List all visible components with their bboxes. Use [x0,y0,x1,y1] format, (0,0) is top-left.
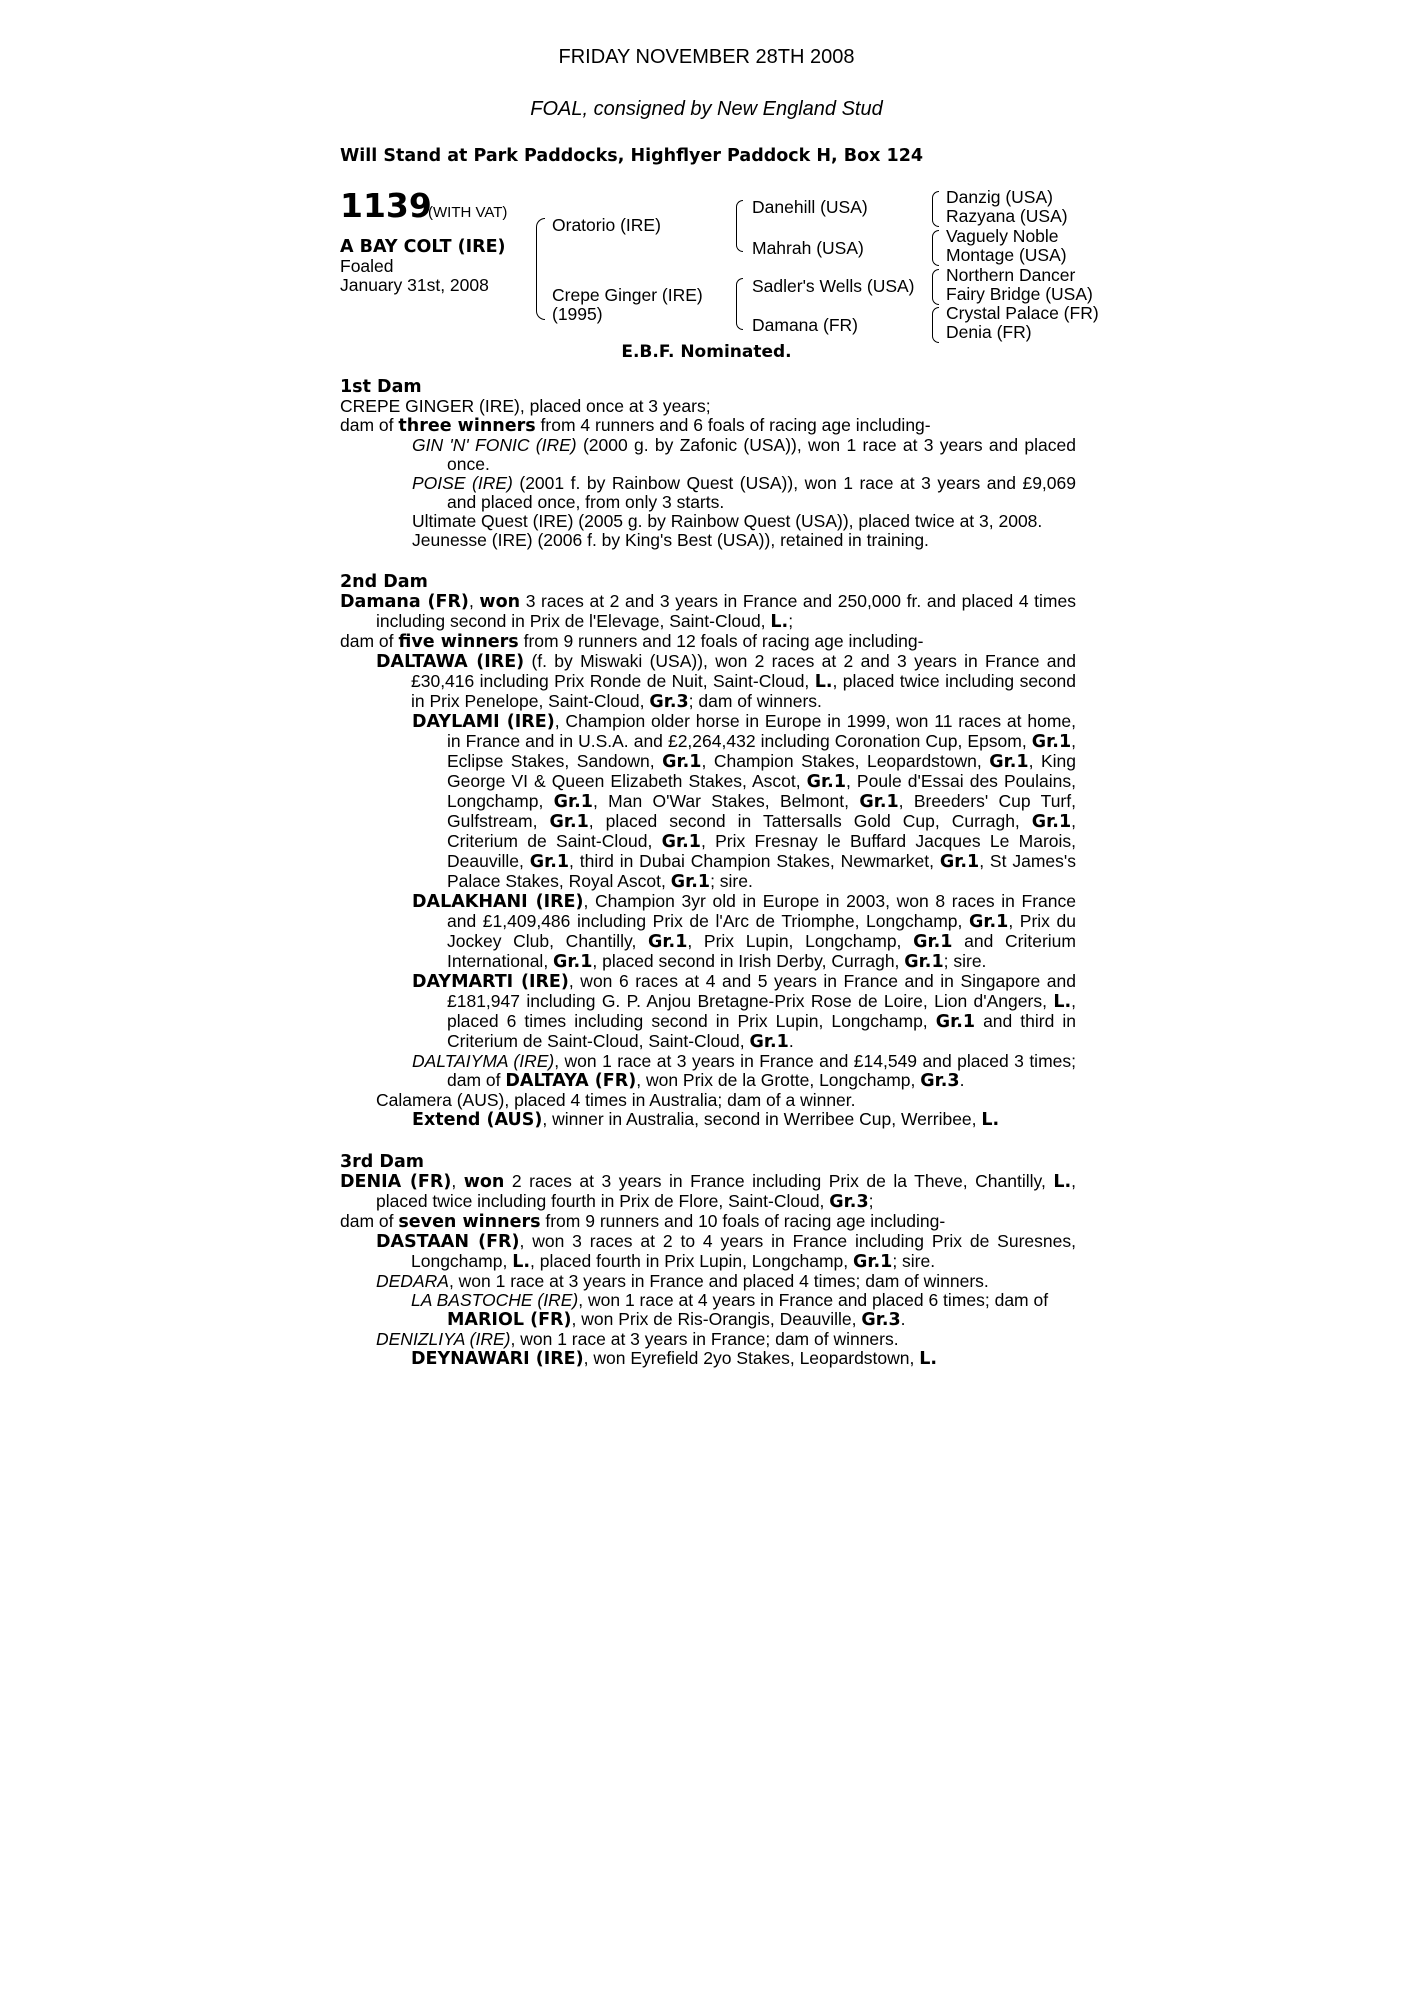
produce-entry: Extend (AUS), winner in Australia, second in Werribee Cup, Werribee, L. [412,1109,1000,1130]
produce-entry: Calamera (AUS), placed 4 times in Australia; dam of a winner. [376,1090,856,1110]
dam-entry: Damana (FR), won 3 races at 2 and 3 years in France and 250,000 fr. and placed 4 times including second in Prix de l'Elevage, Saint-Cloud, L.; [340,591,1076,632]
pedigree-ggs-4: Crystal Palace (FR) [946,303,1099,323]
sale-date: FRIDAY NOVEMBER 28TH 2008 [558,46,855,68]
pedigree-ggd-2: Montage (USA) [946,245,1067,265]
produce-entry: DASTAAN (FR), won 3 races at 2 to 4 years in France including Prix de Suresnes, Longchamp, L., placed fourth in Prix Lupin, Longchamp, Gr.1; sire. [376,1231,1076,1272]
produce-entry: DAYLAMI (IRE), Champion older horse in Europe in 1999, won 11 races at home, in France and in U.S.A. and £2,264,432 including Coronation Cup, Epsom, Gr.1, Eclipse Stakes, Sandown, Gr.1, Champion Stakes, Leopardstown, Gr.1, King George VI & Queen Elizabeth Stakes, Ascot, Gr.1, Poule d'Essai des Poulains, Longchamp, Gr.1, Man O'War Stakes, Belmont, Gr.1, Breeders' Cup Turf, Gulfstream, Gr.1, placed second in Tattersalls Gold Cup, Curragh, Gr.1, Criterium de Saint-Cloud, Gr.1, Prix Fresnay le Buffard Jacques Le Marois, Deauville, Gr.1, third in Dubai Champion Stakes, Newmarket, Gr.1, St James's Palace Stakes, Royal Ascot, Gr.1; sire. [412,711,1077,892]
pedigree-dam: Crepe Ginger (IRE) [552,285,703,305]
foaled-label: Foaled [340,256,394,276]
pedigree-sire: Oratorio (IRE) [552,215,661,235]
pedigree-brace [932,307,939,343]
pedigree-dam-sire: Sadler's Wells (USA) [752,276,915,296]
produce-entry: DAYMARTI (IRE), won 6 races at 4 and 5 years in France and in Singapore and £181,947 including G. P. Anjou Bretagne-Prix Rose de Loire, Lion d'Angers, L., placed 6 times including second in Prix Lupin, Longchamp, Gr.1 and third in Criterium de Saint-Cloud, Saint-Cloud, Gr.1. [412,971,1076,1052]
section-heading-2nd-dam: 2nd Dam [340,572,428,592]
section-heading-3rd-dam: 3rd Dam [340,1152,424,1172]
pedigree-brace [932,230,939,266]
produce-entry: GIN 'N' FONIC (IRE) (2000 g. by Zafonic (USA)), won 1 race at 3 years and placed once. [412,435,1076,474]
produce-entry: DALAKHANI (IRE), Champion 3yr old in Europe in 2003, won 8 races in France and £1,409,486 including Prix de l'Arc de Triomphe, Longchamp, Gr.1, Prix du Jockey Club, Chantilly, Gr.1, Prix Lupin, Longchamp, Gr.1 and Criterium International, Gr.1, placed second in Irish Derby, Curragh, Gr.1; sire. [412,891,1076,972]
pedigree-brace [536,218,545,320]
pedigree-ggs-1: Danzig (USA) [946,187,1053,207]
pedigree-ggd-4: Denia (FR) [946,322,1032,342]
produce-entry: LA BASTOCHE (IRE), won 1 race at 4 years in France and placed 6 times; dam of [411,1290,1049,1310]
pedigree-sire-dam: Mahrah (USA) [752,238,864,258]
lot-description: A BAY COLT (IRE) [340,237,506,257]
vat-note: (WITH VAT) [428,204,508,221]
dam-entry: DENIA (FR), won 2 races at 3 years in France including Prix de la Theve, Chantilly, L., placed twice including fourth in Prix de Flore, Saint-Cloud, Gr.3; [340,1171,1076,1212]
pedigree-brace [736,200,743,252]
catalogue-body [340,378,1076,1369]
stand-location: Will Stand at Park Paddocks, Highflyer Paddock H, Box 124 [340,146,924,166]
produce-entry: DALTAWA (IRE) (f. by Miswaki (USA)), won 2 races at 2 and 3 years in France and £30,416 including Prix Ronde de Nuit, Saint-Cloud, L., placed twice including second in Prix Penelope, Saint-Cloud, Gr.3; dam of winners. [376,651,1077,712]
consignment-line: FOAL, consigned by New England Stud [530,98,883,120]
pedigree-ggd-1: Razyana (USA) [946,206,1068,226]
pedigree-ggd-3: Fairy Bridge (USA) [946,284,1093,304]
produce-entry: MARIOL (FR), won Prix de Ris-Orangis, Deauville, Gr.3. [447,1309,906,1330]
produce-entry: POISE (IRE) (2001 f. by Rainbow Quest (USA)), won 1 race at 3 years and £9,069 and placed once, from only 3 starts. [412,473,1076,512]
pedigree-brace [932,269,939,305]
pedigree-ggs-3: Northern Dancer [946,265,1076,285]
pedigree-ggs-2: Vaguely Noble [946,226,1059,246]
pedigree-sire-sire: Danehill (USA) [752,197,868,217]
ebf-nominated: E.B.F. Nominated. [621,342,792,362]
lot-number: 1139 [340,186,432,225]
section-heading-1st-dam: 1st Dam [340,377,422,397]
dam-produce-summary: dam of three winners from 4 runners and 6 foals of racing age including- [340,415,931,436]
produce-entry: DEYNAWARI (IRE), won Eyrefield 2yo Stakes, Leopardstown, L. [411,1348,938,1369]
pedigree-dam-dam: Damana (FR) [752,315,858,335]
foaled-date: January 31st, 2008 [340,275,489,295]
produce-entry: DENIZLIYA (IRE), won 1 race at 3 years in France; dam of winners. [376,1329,899,1349]
produce-entry: Jeunesse (IRE) (2006 f. by King's Best (USA)), retained in training. [412,530,929,550]
pedigree-brace [736,278,743,330]
pedigree-dam-year: (1995) [552,304,603,324]
produce-entry: DEDARA, won 1 race at 3 years in France and placed 4 times; dam of winners. [376,1271,989,1291]
dam-produce-summary: dam of seven winners from 9 runners and 10 foals of racing age including- [340,1211,946,1232]
dam-produce-summary: dam of five winners from 9 runners and 12 foals of racing age including- [340,631,924,652]
pedigree-brace [932,191,939,227]
produce-entry: Ultimate Quest (IRE) (2005 g. by Rainbow Quest (USA)), placed twice at 3, 2008. [412,511,1043,531]
dam-entry: CREPE GINGER (IRE), placed once at 3 years; [340,396,711,416]
produce-entry: DALTAIYMA (IRE), won 1 race at 3 years in France and £14,549 and placed 3 times; dam of DALTAYA (FR), won Prix de la Grotte, Longchamp, Gr.3. [412,1051,1076,1091]
